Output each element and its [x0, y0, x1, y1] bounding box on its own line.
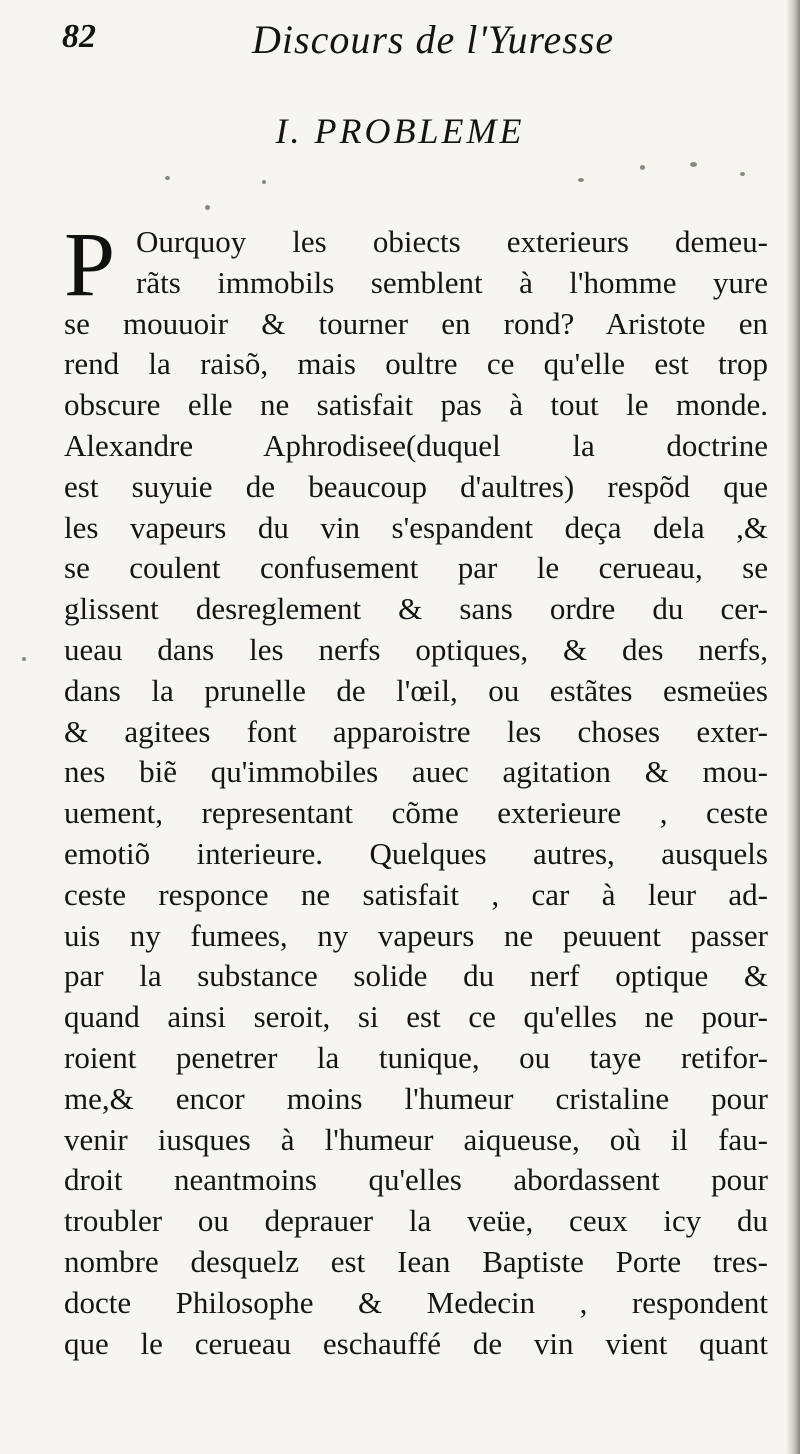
text-line: ceste responce ne satisfait , car à leur ad- [64, 876, 768, 912]
ink-speck [22, 657, 26, 661]
text-line: est suyuie de beaucoup d'aultres) respõd que [64, 468, 768, 504]
text-line: me,& encor moins l'humeur cristaline pour [64, 1080, 768, 1116]
ink-speck [690, 162, 697, 167]
section-title: I. PROBLEME [275, 111, 525, 151]
text-line: quand ainsi seroit, si est ce qu'elles ne pour- [64, 999, 768, 1035]
text-line: roient penetrer la tunique, ou taye retifor- [64, 1039, 768, 1075]
text-line: se coulent confusement par le cerueau, se [64, 550, 768, 586]
page-edge-shadow [786, 0, 800, 1454]
text-line: nes biẽ qu'immobiles auec agitation & mou- [64, 754, 768, 790]
text-line: uement, representant cõme exterieure , ceste [64, 795, 768, 831]
running-header [62, 16, 762, 66]
text-line: dans la prunelle de l'œil, ou estãtes esmeües [64, 672, 768, 708]
text-line: Alexandre Aphrodisee(duquel la doctrine [64, 427, 768, 463]
text-line: glissent desreglement & sans ordre du cer- [64, 591, 768, 627]
text-line: Ourquoy les obiects exterieurs demeu- [136, 224, 768, 259]
ink-speck [205, 205, 210, 210]
body-text [64, 222, 768, 1364]
text-line: troubler ou deprauer la veüe, ceux icy du [64, 1203, 768, 1239]
text-line: que le cerueau eschauffé de vin vient quant [64, 1325, 768, 1361]
text-line: & agitees font apparoistre les choses exter- [64, 713, 768, 749]
ink-speck [578, 178, 584, 182]
ink-speck [740, 172, 745, 176]
text-line: ueau dans les nerfs optiques, & des nerfs, [64, 631, 768, 667]
ink-speck [165, 176, 170, 180]
text-line: se mouuoir & tourner en rond? Aristote en [64, 305, 768, 341]
text-line: uis ny fumees, ny vapeurs ne peuuent passer [64, 917, 768, 953]
text-line: venir iusques à l'humeur aiqueuse, où il fau- [64, 1121, 768, 1157]
text-line: nombre desquelz est Iean Baptiste Porte tres- [64, 1243, 768, 1279]
text-line: rãts immobils semblent à l'homme yure [136, 264, 768, 300]
ink-speck [640, 165, 645, 170]
text-line: par la substance solide du nerf optique & [64, 958, 768, 994]
text-line: docte Philosophe & Medecin , respondent [64, 1284, 768, 1320]
running-title: Discours de l'Yuresse [252, 17, 615, 62]
text-line: emotiõ interieure. Quelques autres, ausquels [64, 835, 768, 871]
text-line: rend la raisõ, mais oultre ce qu'elle est trop [64, 346, 768, 382]
text-line: les vapeurs du vin s'espandent deça dela ,& [64, 509, 768, 545]
drop-cap: P [64, 213, 116, 315]
ink-speck [262, 180, 266, 184]
text-line: droit neantmoins qu'elles abordassent pour [64, 1162, 768, 1198]
page-number: 82 [62, 18, 96, 55]
text-line: obscure elle ne satisfait pas à tout le monde. [64, 387, 768, 423]
